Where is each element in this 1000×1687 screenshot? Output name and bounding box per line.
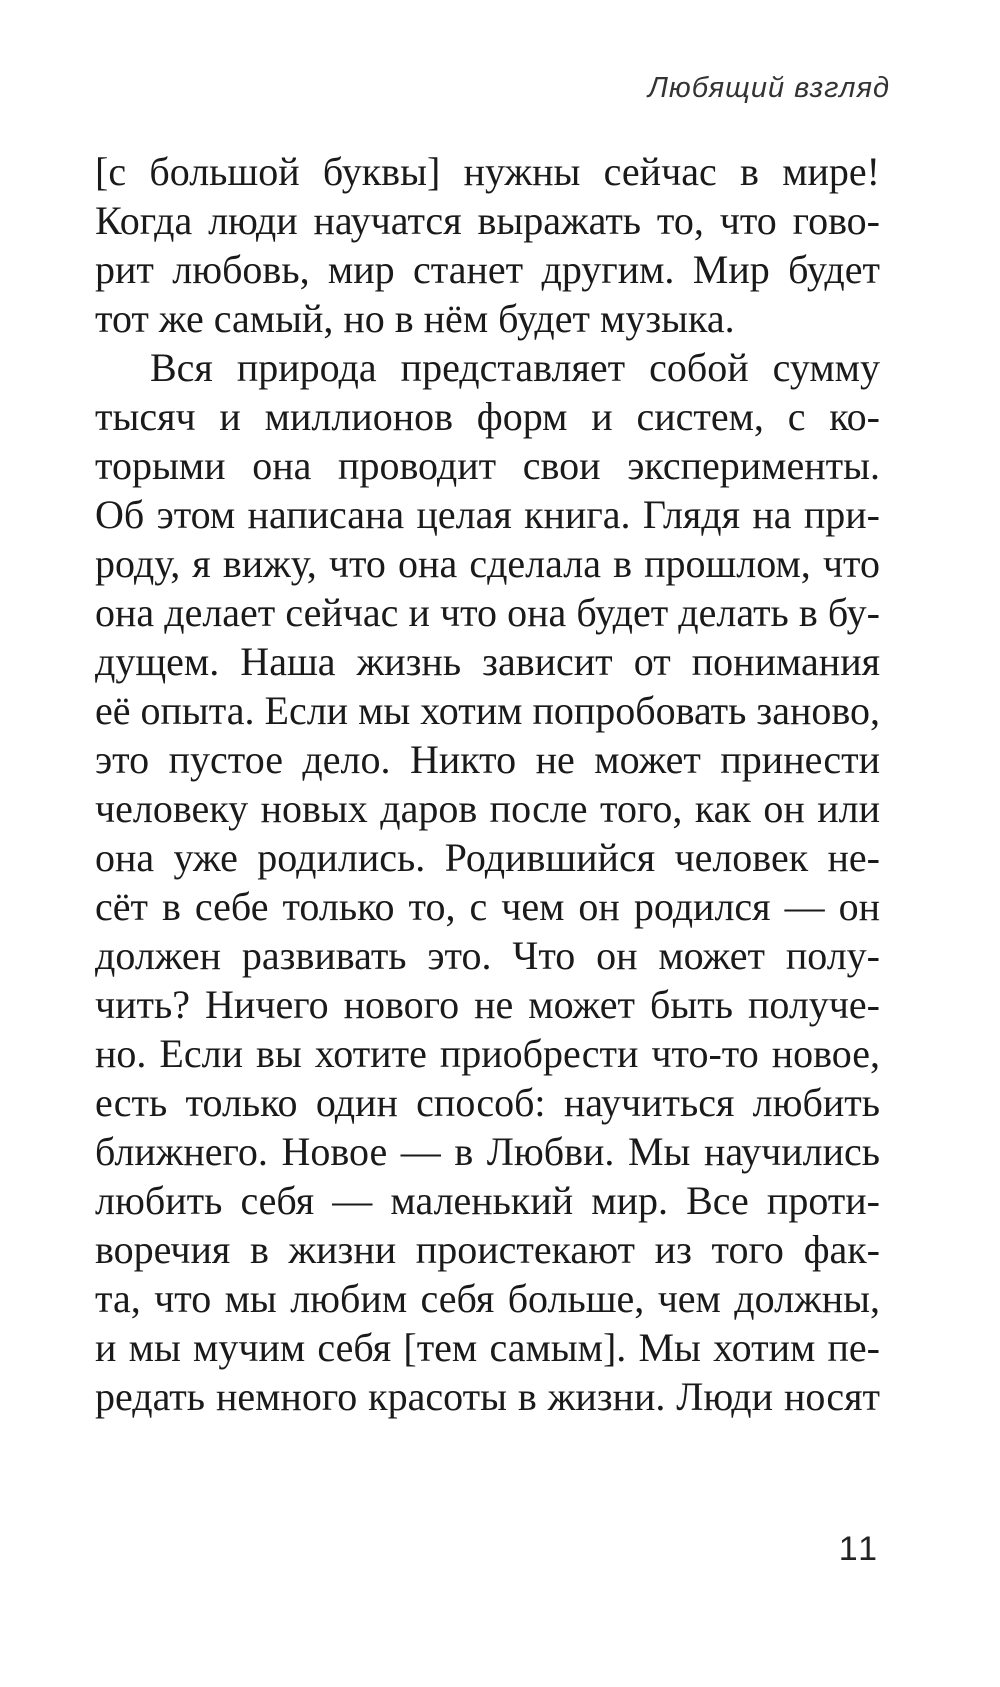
text-line: Когда люди научатся выражать то, что гово- bbox=[95, 198, 880, 243]
text-line: редать немного красоты в жизни. Люди носят bbox=[95, 1374, 880, 1419]
text-line: сёт в себе только то, с чем он родился — он bbox=[95, 884, 880, 929]
text-line: Вся природа представляет собой сумму bbox=[150, 345, 880, 390]
text-line: и мы мучим себя [тем самым]. Мы хотим пе- bbox=[95, 1325, 880, 1370]
text-line: есть только один способ: научиться любить bbox=[95, 1080, 880, 1125]
text-line: но. Если вы хотите приобрести что-то новое, bbox=[95, 1031, 880, 1076]
text-line: та, что мы любим себя больше, чем должны, bbox=[95, 1276, 880, 1321]
text-line: дущем. Наша жизнь зависит от понимания bbox=[95, 639, 880, 684]
text-line: ближнего. Новое — в Любви. Мы научились bbox=[95, 1129, 880, 1174]
page-number: 11 bbox=[838, 1530, 880, 1568]
text-line: торыми она проводит свои эксперименты. bbox=[95, 443, 880, 488]
text-line: должен развивать это. Что он может полу- bbox=[95, 933, 880, 978]
text-line: тысяч и миллионов форм и систем, с ко- bbox=[95, 394, 880, 439]
running-head: Любящий взгляд bbox=[648, 72, 890, 104]
text-line: роду, я вижу, что она сделала в прошлом, что bbox=[95, 541, 880, 586]
text-line: рит любовь, мир станет другим. Мир будет bbox=[95, 247, 880, 292]
text-line: она уже родились. Родившийся человек не- bbox=[95, 835, 880, 880]
text-line: её опыта. Если мы хотим попробовать заново, bbox=[95, 688, 880, 733]
text-line: чить? Ничего нового не может быть получе- bbox=[95, 982, 880, 1027]
text-line: любить себя — маленький мир. Все проти- bbox=[95, 1178, 880, 1223]
text-line: человеку новых даров после того, как он или bbox=[95, 786, 880, 831]
text-line: воречия в жизни проистекают из того фак- bbox=[95, 1227, 880, 1272]
text-line: тот же самый, но в нём будет музыка. bbox=[95, 296, 735, 341]
text-line: это пустое дело. Никто не может принести bbox=[95, 737, 880, 782]
body-text bbox=[95, 147, 880, 1421]
text-line: она делает сейчас и что она будет делать в бу- bbox=[95, 590, 880, 635]
text-line: [с большой буквы] нужны сейчас в мире! bbox=[95, 149, 880, 194]
text-line: Об этом написана целая книга. Глядя на при- bbox=[95, 492, 880, 537]
